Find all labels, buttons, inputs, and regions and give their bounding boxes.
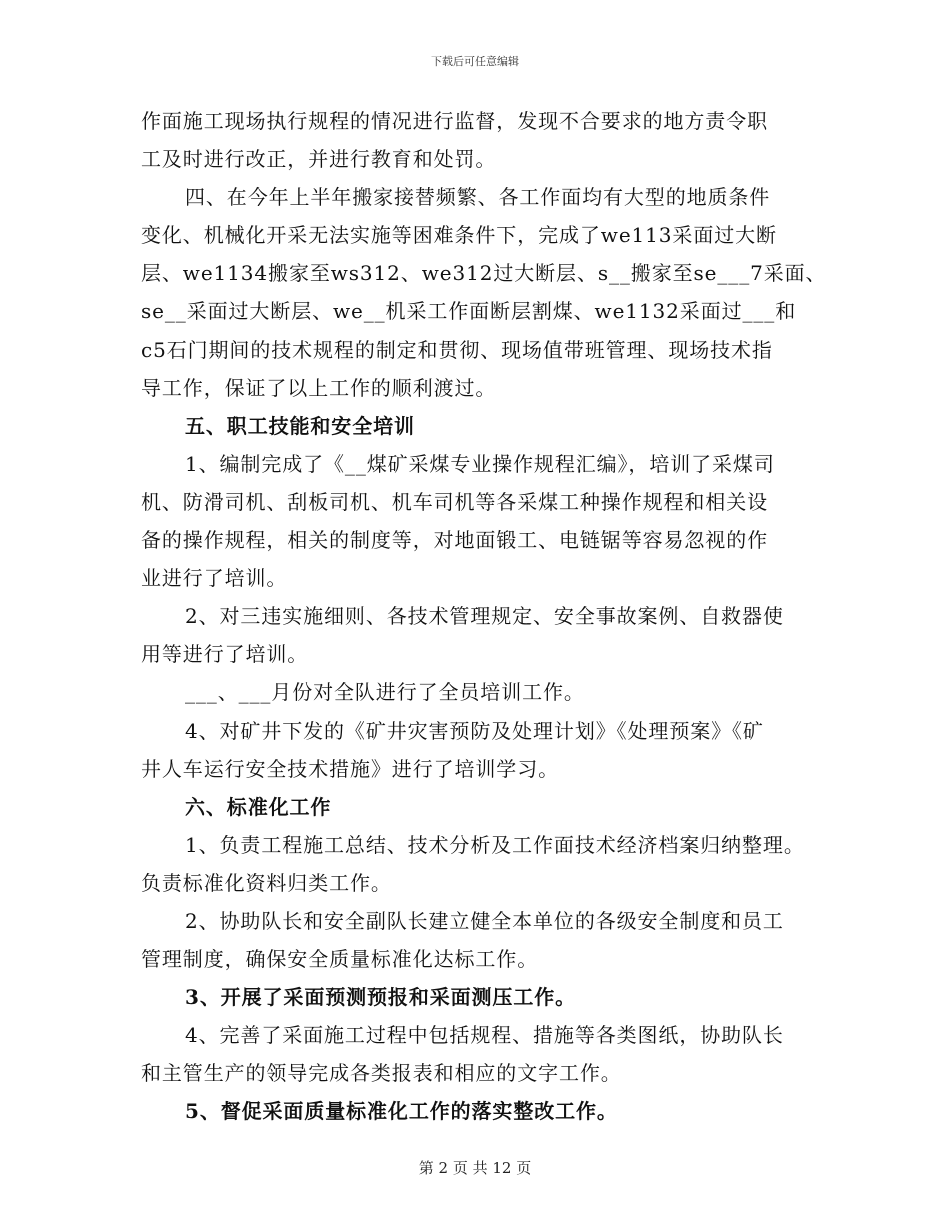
paragraph-line: ___、___月份对全队进行了全员培训工作。 bbox=[185, 680, 585, 705]
section-heading-line: 3、开展了采面预测预报和采面测压工作。 bbox=[185, 985, 577, 1010]
section-heading-line: 六、标准化工作 bbox=[185, 794, 332, 819]
paragraph-line: 导工作，保证了以上工作的顺利渡过。 bbox=[141, 375, 497, 400]
paragraph-line: c5石门期间的技术规程的制定和贯彻、现场值带班管理、现场技术指 bbox=[141, 337, 773, 362]
page-header: 下载后可任意编辑 bbox=[431, 55, 519, 68]
paragraph-line: 用等进行了培训。 bbox=[141, 642, 309, 667]
paragraph-line: 工及时进行改正，并进行教育和处罚。 bbox=[141, 147, 497, 172]
paragraph-line: 作面施工现场执行规程的情况进行监督，发现不合要求的地方责令职 bbox=[141, 109, 768, 133]
paragraph-line: 和主管生产的领导完成各类报表和相应的文字工作。 bbox=[141, 1061, 622, 1086]
paragraph-line: 层、we1134搬家至ws312、we312过大断层、s__搬家至se___7采面、 bbox=[141, 261, 827, 286]
section-heading-line: 5、督促采面质量标准化工作的落实整改工作。 bbox=[185, 1099, 618, 1124]
section-heading-line: 五、职工技能和安全培训 bbox=[185, 413, 415, 438]
page-footer: 第 2 页 共 12 页 bbox=[418, 1159, 532, 1177]
paragraph-line: 1、编制完成了《__煤矿采煤专业操作规程汇编》，培训了采煤司 bbox=[185, 451, 775, 476]
paragraph-line: 1、负责工程施工总结、技术分析及工作面技术经济档案归纳整理。 bbox=[185, 832, 805, 857]
paragraph-line: 备的操作规程，相关的制度等，对地面锻工、电链锯等容易忽视的作 bbox=[141, 528, 768, 553]
document-body bbox=[141, 102, 827, 1131]
paragraph-line: se__采面过大断层、we__机采工作面断层割煤、we1132采面过___和 bbox=[141, 299, 797, 324]
paragraph-line: 4、完善了采面施工过程中包括规程、措施等各类图纸，协助队长 bbox=[185, 1023, 784, 1048]
paragraph-line: 四、在今年上半年搬家接替频繁、各工作面均有大型的地质条件 bbox=[185, 185, 771, 210]
paragraph-line: 管理制度，确保安全质量标准化达标工作。 bbox=[141, 947, 539, 972]
paragraph-line: 井人车运行安全技术措施》进行了培训学习。 bbox=[141, 756, 559, 781]
paragraph-line: 机、防滑司机、刮板司机、机车司机等各采煤工种操作规程和相关设 bbox=[141, 489, 768, 514]
paragraph-line: 2、对三违实施细则、各技术管理规定、安全事故案例、自救器使 bbox=[185, 604, 784, 629]
paragraph-line: 4、对矿井下发的《矿井灾害预防及处理计划》《处理预案》《矿 bbox=[185, 718, 764, 743]
paragraph-line: 业进行了培训。 bbox=[141, 566, 288, 591]
paragraph-line: 2、协助队长和安全副队长建立健全本单位的各级安全制度和员工 bbox=[185, 908, 784, 933]
paragraph-line: 变化、机械化开采无法实施等困难条件下，完成了we113采面过大断 bbox=[141, 223, 777, 248]
paragraph-line: 负责标准化资料归类工作。 bbox=[141, 870, 392, 895]
